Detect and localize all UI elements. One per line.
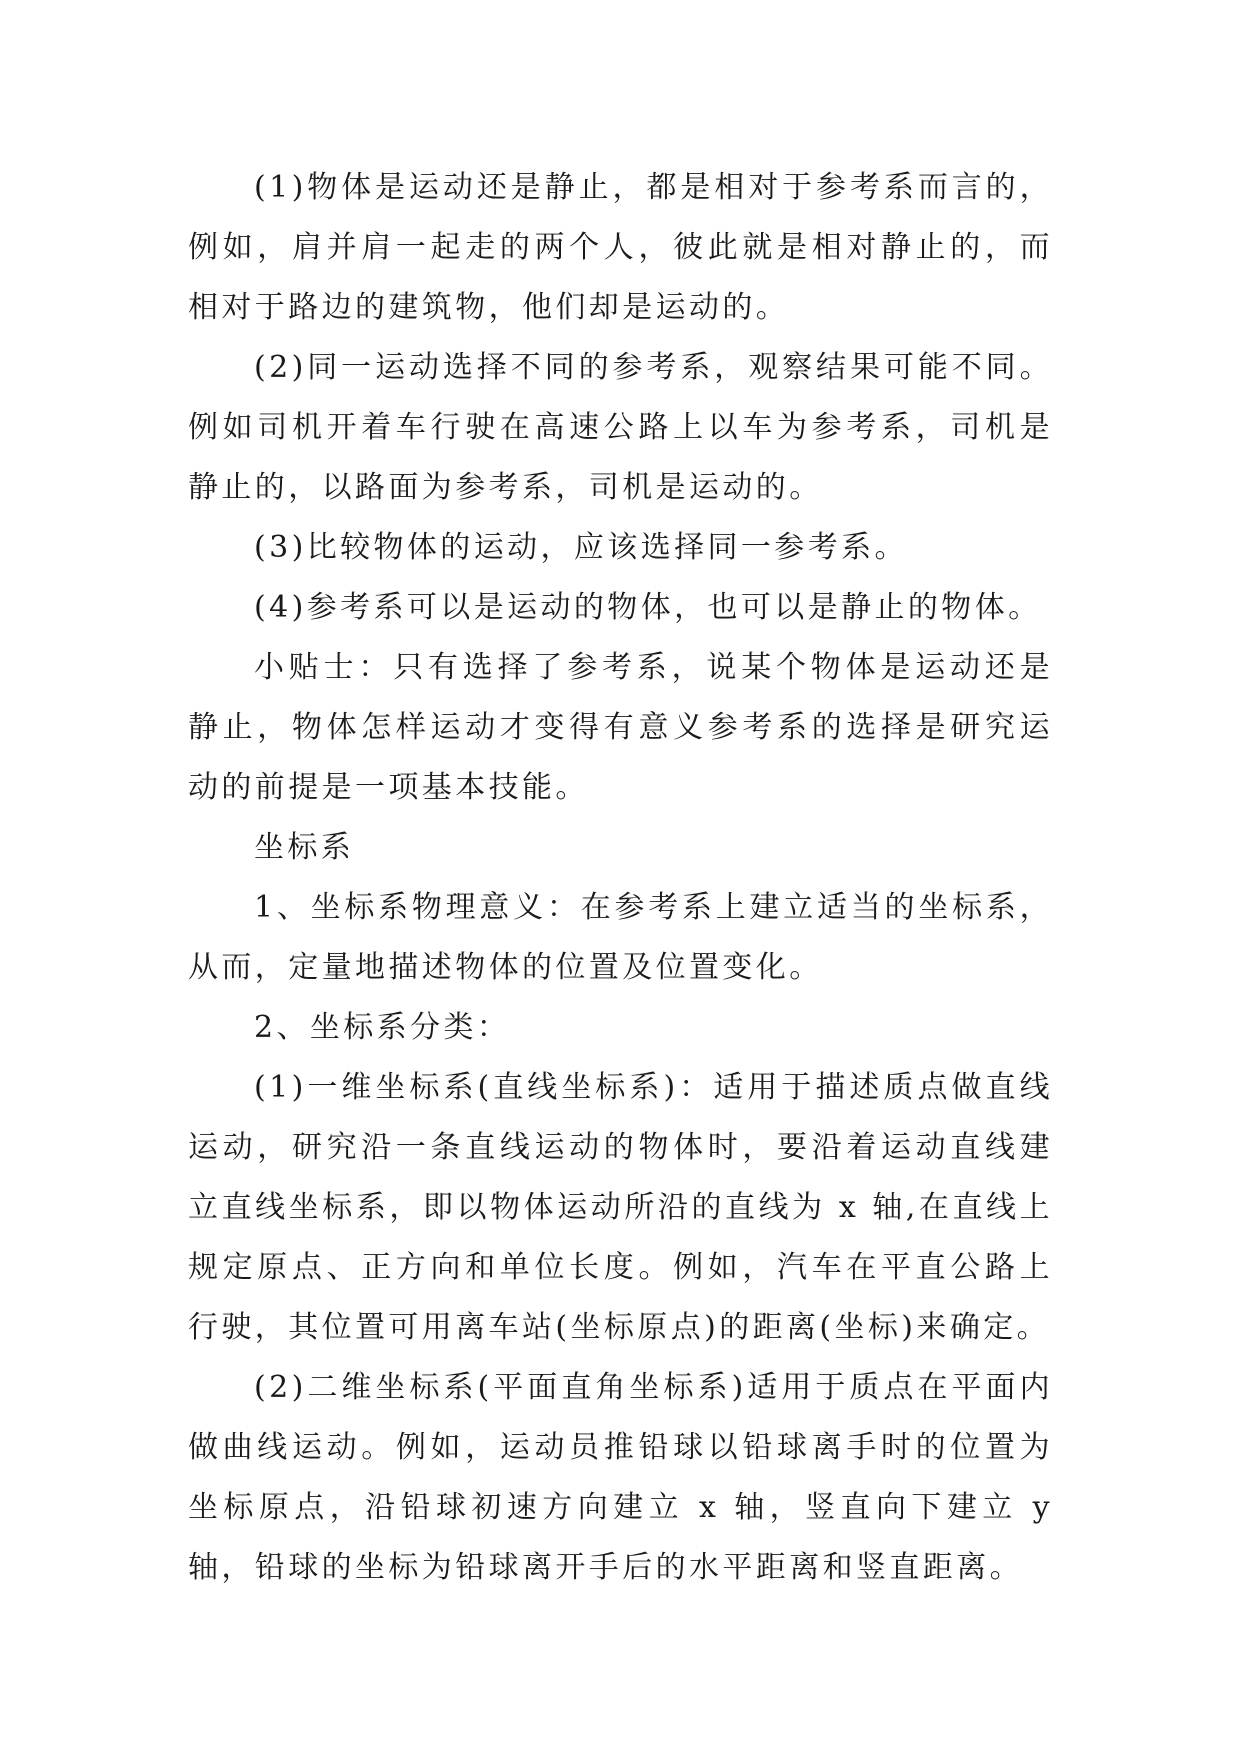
paragraph-one-dimensional: (1)一维坐标系(直线坐标系)：适用于描述质点做直线运动，研究沿一条直线运动的物体时，要沿着运动直线建立直线坐标系，即以物体运动所沿的直线为 x 轴,在直线上规定原点、正方向和单位长度。例如，汽车在平直公路上行驶，其位置可用离车站(坐标原点)的距离(坐标)来确定。 xyxy=(188,1070,1053,1345)
paragraph-reference-objects: (4)参考系可以是运动的物体，也可以是静止的物体。 xyxy=(254,590,1042,625)
paragraph-coordinate-meaning: 1、坐标系物理意义：在参考系上建立适当的坐标系，从而，定量地描述物体的位置及位置变化。 xyxy=(188,890,1053,985)
paragraph-different-reference: (2)同一运动选择不同的参考系，观察结果可能不同。例如司机开着车行驶在高速公路上以车为参考系，司机是静止的，以路面为参考系，司机是运动的。 xyxy=(188,350,1053,505)
document-body xyxy=(188,158,1053,1598)
paragraph-same-reference: (3)比较物体的运动，应该选择同一参考系。 xyxy=(254,530,908,565)
paragraph-tip: 小贴士：只有选择了参考系，说某个物体是运动还是静止，物体怎样运动才变得有意义参考系的选择是研究运动的前提是一项基本技能。 xyxy=(188,650,1053,805)
section-heading-coordinate-system: 坐标系 xyxy=(254,830,355,865)
paragraph-two-dimensional: (2)二维坐标系(平面直角坐标系)适用于质点在平面内做曲线运动。例如，运动员推铅球以铅球离手时的位置为坐标原点，沿铅球初速方向建立 x 轴，竖直向下建立 y 轴，铅球的坐标为铅球离开手后的水平距离和竖直距离。 xyxy=(188,1370,1053,1585)
paragraph-relative-motion: (1)物体是运动还是静止，都是相对于参考系而言的，例如，肩并肩一起走的两个人，彼此就是相对静止的，而相对于路边的建筑物，他们却是运动的。 xyxy=(188,170,1053,325)
paragraph-coordinate-classification: 2、坐标系分类： xyxy=(254,1010,511,1045)
